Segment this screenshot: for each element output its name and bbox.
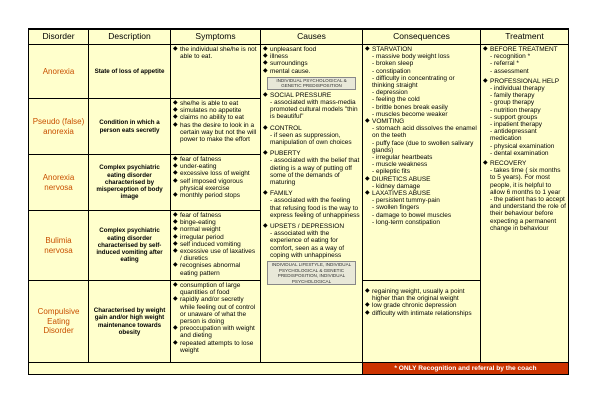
symptoms-cell — [171, 211, 261, 281]
consequence-list — [365, 197, 478, 226]
diamond-bullet-icon: ◆ — [365, 288, 370, 294]
diamond-bullet-icon: ◆ — [263, 190, 268, 197]
consequence-section: ◆ DIURETICS ABUSE — [365, 175, 431, 183]
diamond-bullet-icon: ◆ — [173, 100, 178, 106]
list-item: - individual therapy — [490, 85, 545, 93]
list-item: - muscle weakness — [372, 161, 428, 169]
eating-disorders-table — [28, 28, 569, 375]
treatment-cell — [481, 45, 569, 363]
predisposition-note: INDIVIDUAL PSYCHOLOGICAL & GENETIC PREDISPOSITION — [267, 77, 356, 90]
consequence-list — [365, 53, 478, 118]
list-item: - the patient has to accept and understand the role of their behaviour before expecting a permanent change in behaviour — [490, 196, 566, 232]
diamond-bullet-icon: ◆ — [365, 175, 370, 182]
consequence-item: ◆ difficulty with intimate relationships — [365, 309, 472, 317]
diamond-bullet-icon: ◆ — [263, 67, 268, 74]
symptom-item: ◆ simulates no appetite — [173, 107, 242, 115]
disorder-cell: Bulimia nervosa — [29, 211, 89, 281]
list-item: - dental examination — [490, 149, 549, 157]
cause-text: - associated with mass-media promoted cultural models "thin is beautiful" — [270, 99, 358, 121]
diamond-bullet-icon: ◆ — [173, 107, 178, 114]
description-cell: Complex psychiatric eating disorder characterised by misperception of body image — [89, 155, 171, 211]
symptom-item: ◆ irregular period — [173, 233, 224, 241]
diamond-bullet-icon: ◆ — [173, 114, 178, 121]
list-item: - stomach acid dissolves the enamel on the teeth — [372, 125, 477, 140]
list-item: - family therapy — [490, 92, 535, 100]
diamond-bullet-icon: ◆ — [173, 325, 178, 332]
cause-section: ◆ FAMILY — [263, 190, 293, 198]
symptom-item: ◆ binge-eating — [173, 219, 216, 227]
symptom-item: ◆ fear of fatness — [173, 156, 222, 163]
diamond-bullet-icon: ◆ — [173, 233, 178, 240]
diamond-bullet-icon: ◆ — [365, 309, 370, 316]
diamond-bullet-icon: ◆ — [173, 339, 178, 346]
list-item: - depression — [372, 89, 408, 97]
cause-section: ◆ PUBERTY — [263, 150, 301, 158]
consequence-item: ◆ low grade chronic depression — [365, 302, 457, 310]
diamond-bullet-icon: ◆ — [173, 46, 178, 52]
diamond-bullet-icon: ◆ — [263, 46, 268, 52]
cause-text: - if seen as suppression, manipulation of own choices — [270, 131, 352, 147]
symptom-item: ◆ self induced vomiting — [173, 240, 241, 248]
symptom-item: ◆ preoccupation with weight and dieting — [173, 325, 255, 340]
list-item: - persistent tummy-pain — [372, 197, 440, 205]
header-row — [29, 29, 569, 45]
cause-section: ◆ SOCIAL PRESSURE — [263, 91, 332, 99]
eating-disorders-table-frame — [28, 28, 568, 370]
list-item: - difficulty in concentrating or thinking straight — [372, 74, 455, 90]
list-item: - nutrition therapy — [490, 106, 541, 114]
cause-text: - associated with the experience of eating for comfort, seen as a way of coping with unhappiness — [270, 230, 345, 259]
description-cell: Condition in which a person eats secretly — [89, 99, 171, 155]
diamond-bullet-icon: ◆ — [263, 91, 268, 98]
symptom-item: ◆ excessive loss of weight — [173, 170, 250, 178]
disorder-cell: Anorexia nervosa — [29, 155, 89, 211]
symptom-item: ◆ consumption of large quantities of food — [173, 282, 241, 297]
list-item: - recognition * — [490, 53, 531, 61]
treatment-list — [483, 53, 566, 75]
list-item: - kidney damage — [372, 182, 421, 190]
list-item: - massive body weight loss — [372, 53, 450, 61]
diamond-bullet-icon: ◆ — [263, 53, 268, 60]
compulsive-consequences-cell — [363, 281, 481, 363]
symptom-item: ◆ repeated attempts to lose weight — [173, 339, 254, 354]
symptom-item: ◆ she/he is able to eat — [173, 100, 239, 107]
cause-item: ◆ mental cause. — [263, 67, 311, 75]
list-item: - epileptic fits — [372, 168, 410, 176]
footnote-row — [29, 363, 569, 375]
cause-item: ◆ surroundings — [263, 60, 308, 68]
list-item: - muscles become weaker — [372, 110, 448, 118]
diamond-bullet-icon: ◆ — [365, 118, 370, 125]
diamond-bullet-icon: ◆ — [173, 296, 178, 303]
list-item: - takes time ( six months to 5 years). For most people, it is helpful to allow 6 months to 1 year — [490, 167, 561, 196]
diamond-bullet-icon: ◆ — [263, 150, 268, 157]
symptom-item: ◆ monthly period stops — [173, 192, 240, 200]
cause-text: - associated with the feeling that refusing food is the way to express feeling of unhappiness — [270, 197, 360, 219]
list-item: - support groups — [490, 113, 538, 121]
header-causes: Causes — [261, 29, 363, 45]
symptoms-cell — [171, 99, 261, 155]
table-row — [29, 45, 569, 99]
cause-section: ◆ CONTROL — [263, 124, 302, 132]
description-cell: State of loss of appetite — [89, 45, 171, 99]
diamond-bullet-icon: ◆ — [173, 170, 178, 177]
consequence-section: ◆ LAXATIVES ABUSE — [365, 190, 431, 198]
cause-item: ◆ illness — [263, 53, 289, 61]
disorder-cell: Compulsive Eating Disorder — [29, 281, 89, 363]
diamond-bullet-icon: ◆ — [263, 223, 268, 230]
list-item: - assessment — [490, 67, 529, 75]
cause-item: ◆ unpleasant food — [263, 46, 317, 53]
symptom-item: ◆ rapidly and/or secretly while feeling out of control or unaware of what the person is doing — [173, 296, 256, 326]
diamond-bullet-icon: ◆ — [483, 77, 488, 84]
consequence-list — [365, 183, 478, 190]
disorder-cell: Pseudo (false) anorexia — [29, 99, 89, 155]
diamond-bullet-icon: ◆ — [173, 282, 178, 288]
list-item: - damage to bowel muscles — [372, 211, 452, 219]
header-disorder: Disorder — [29, 29, 89, 45]
symptom-item: ◆ has the desire to look in a certain way but not the will power to make the effort — [173, 121, 257, 144]
list-item: - broken sleep — [372, 60, 414, 68]
symptom-item: ◆ excessive use of laxatives / diuretics — [173, 248, 256, 263]
symptom-item: ◆ normal weight — [173, 226, 221, 234]
diamond-bullet-icon: ◆ — [173, 248, 178, 255]
diamond-bullet-icon: ◆ — [173, 262, 178, 269]
list-item: - puffy face (due to swollen salivary glands) — [372, 139, 474, 154]
diamond-bullet-icon: ◆ — [173, 156, 178, 162]
treatment-section: ◆ BEFORE TREATMENT — [483, 46, 558, 53]
diamond-bullet-icon: ◆ — [173, 121, 178, 128]
description-cell: Characterised by weight gain and/or high weight maintenance towards obesity — [89, 281, 171, 363]
diamond-bullet-icon: ◆ — [173, 212, 178, 218]
consequence-item: ◆ regaining weight, usually a point higher than the original weight — [365, 288, 465, 303]
symptoms-cell — [171, 45, 261, 99]
diamond-bullet-icon: ◆ — [173, 177, 178, 184]
list-item: - physical examination — [490, 142, 555, 150]
consequence-list — [365, 125, 478, 175]
header-description: Description — [89, 29, 171, 45]
symptom-item: ◆ self imposed vigorous physical exercise — [173, 177, 243, 192]
symptom-item: ◆ fear of fatness — [173, 212, 222, 219]
cause-section: ◆ UPSETS / DEPRESSION — [263, 223, 345, 231]
diamond-bullet-icon: ◆ — [483, 160, 488, 167]
symptoms-cell — [171, 155, 261, 211]
treatment-section: ◆ PROFESSIONAL HELP — [483, 77, 560, 85]
header-consequences: Consequences — [363, 29, 481, 45]
diamond-bullet-icon: ◆ — [173, 163, 178, 170]
header-treatment: Treatment — [481, 29, 569, 45]
consequence-section: ◆ VOMITING — [365, 118, 405, 126]
symptoms-cell — [171, 281, 261, 363]
symptom-item: ◆ recognises abnormal eating pattern — [173, 262, 241, 277]
treatment-list — [483, 167, 566, 232]
diamond-bullet-icon: ◆ — [365, 46, 370, 52]
list-item: - swollen fingers — [372, 204, 419, 212]
diamond-bullet-icon: ◆ — [263, 60, 268, 67]
list-item: - brittle bones break easily — [372, 103, 448, 111]
diamond-bullet-icon: ◆ — [173, 219, 178, 226]
causes-cell — [261, 45, 363, 363]
diamond-bullet-icon: ◆ — [365, 302, 370, 309]
diamond-bullet-icon: ◆ — [365, 190, 370, 197]
diamond-bullet-icon: ◆ — [263, 124, 268, 131]
list-item: - feeling the cold — [372, 96, 420, 104]
list-item: - antidepressant medication — [490, 128, 537, 143]
list-item: - inpatient therapy — [490, 121, 543, 129]
cause-text: - associated with the belief that dieting is a way of putting off some of the demands of maturing — [270, 157, 360, 187]
diamond-bullet-icon: ◆ — [173, 226, 178, 233]
list-item: - referral * — [490, 60, 519, 68]
treatment-list — [483, 85, 566, 157]
list-item: - group therapy — [490, 99, 535, 107]
lifestyle-note: INDIVIDUAL LIFESTYLE, INDIVIDUAL PSYCHOLOGICAL & GENETIC PREDISPOSITION, INDIVIDUAL PSYCHOLOGICAL — [267, 261, 356, 285]
disorder-cell: Anorexia — [29, 45, 89, 99]
treatment-section: ◆ RECOVERY — [483, 160, 527, 168]
diamond-bullet-icon: ◆ — [173, 192, 178, 199]
diamond-bullet-icon: ◆ — [483, 46, 488, 52]
list-item: - long-term constipation — [372, 218, 440, 226]
list-item: - irregular heartbeats — [372, 154, 433, 162]
symptom-item: ◆ claims no ability to eat — [173, 114, 244, 122]
diamond-bullet-icon: ◆ — [173, 240, 178, 247]
footnote-spacer — [29, 363, 363, 375]
symptom-item: ◆ under-eating — [173, 163, 217, 171]
symptom-item: ◆ the individual she/he is not able to eat. — [173, 46, 257, 61]
description-cell: Complex psychiatric eating disorder characterised by self-induced vomiting after eating — [89, 211, 171, 281]
consequence-section: ◆ STARVATION — [365, 46, 412, 53]
consequences-cell — [363, 45, 481, 281]
coach-footnote: * ONLY Recognition and referral by the coach — [363, 363, 569, 375]
header-symptoms: Symptoms — [171, 29, 261, 45]
list-item: - constipation — [372, 67, 411, 75]
